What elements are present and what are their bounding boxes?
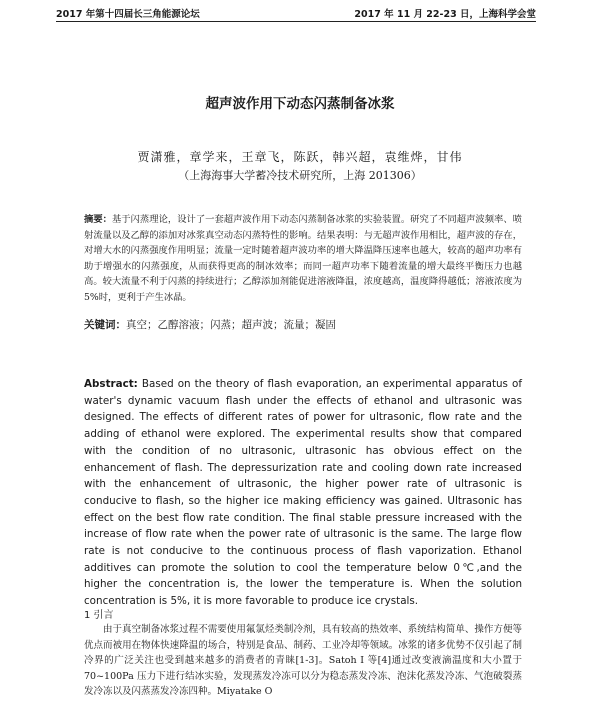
abstract-en-text: Based on the theory of flash evaporation, an experimental apparatus of water's dynamic vacuum flash under the effects of ethanol and ultrasonic was designed. The effects of different rates of power for ultrasonic, flow rate and the adding of ethanol were explored. The experimental results show that compared with the condition of no ultrasonic, ultrasonic has obvious effect on the enhancement of flash. The depressurization rate and cooling down rate increased with the enhancement of ultrasonic, the higher power rate of ultrasonic is conducive to flash, so the higher ice making efficiency was gained. Ultrasonic has effect on the best flow rate condition. The final stable pressure increased with the increase of flow rate when the power rate of ultrasonic is the same. The large flow rate is not conducive to the continuous process of flash vaporization. Ethanol additives can promote the solution to cool the temperature below 0℃,and the higher the concentration is, the lower the temperature is. When the solution concentration is 5%, it is more favorable to produce ice crystals. <box>84 378 522 608</box>
author-list: 贾潇雅，章学来，王章飞，陈跃，韩兴超，袁维烨，甘伟 <box>137 150 463 164</box>
keywords-text: 真空；乙醇溶液；闪蒸；超声波；流量；凝固 <box>126 319 336 331</box>
keywords-label: 关键词： <box>84 319 126 331</box>
section-heading-introduction: 1 引言 <box>84 610 114 621</box>
abstract-cn-label: 摘要： <box>84 214 112 225</box>
abstract-en-label: Abstract: <box>84 378 138 390</box>
abstract-cn-text: 基于闪蒸理论，设计了一套超声波作用下动态闪蒸制备冰浆的实验装置。研究了不同超声波频率、喷射流量以及乙醇的添加对冰浆真空动态闪蒸特性的影响。结果表明：与无超声波作用相比，超声波的存在，对增大水的闪蒸强度作用明显；流量一定时随着超声波功率的增大降温降压速率也越大，较高的超声功率有助于增强水的闪蒸强度，从而获得更高的制冰效率；而同一超声功率下随着流量的增大最终平衡压力也越高。较大流量不利于闪蒸的持续进行；乙醇添加剂能促进溶液降温，浓度越高，温度降得越低；溶液浓度为 5%时，更利于产生冰晶。 <box>84 214 522 303</box>
abstract-chinese <box>84 212 522 306</box>
introduction-paragraph: 由于真空制备冰浆过程不需要使用氟氯烃类制冷剂，具有较高的热效率、系统结构简单、操作方便等优点而被用在物体快速降温的场合，特别是食品、制药、工业冷却等领域。冰浆的诸多优势不仅引起了制冷界的广泛关注也受到越来越多的消费者的青睐[1-3]。Satoh I 等[4]通过改变液滴温度和大小置于 70~100Pa 压力下进行结冰实验，发现蒸发冷冻可以分为稳态蒸发冷冻、泡沫化蒸发冷冻、气泡破裂蒸发冷冻以及闪蒸蒸发冷冻四种。Miyatake O <box>84 624 522 698</box>
keywords <box>84 318 522 333</box>
running-header <box>56 6 536 22</box>
affiliation: （上海海事大学蓄冷技术研究所，上海 201306） <box>178 169 422 182</box>
paper-title: 超声波作用下动态闪蒸制备冰浆 <box>205 96 395 112</box>
header-date-venue: 2017 年 11 月 22-23 日，上海科学会堂 <box>354 9 536 20</box>
abstract-english <box>84 376 522 610</box>
header-conference: 2017 年第十四届长三角能源论坛 <box>56 9 200 20</box>
